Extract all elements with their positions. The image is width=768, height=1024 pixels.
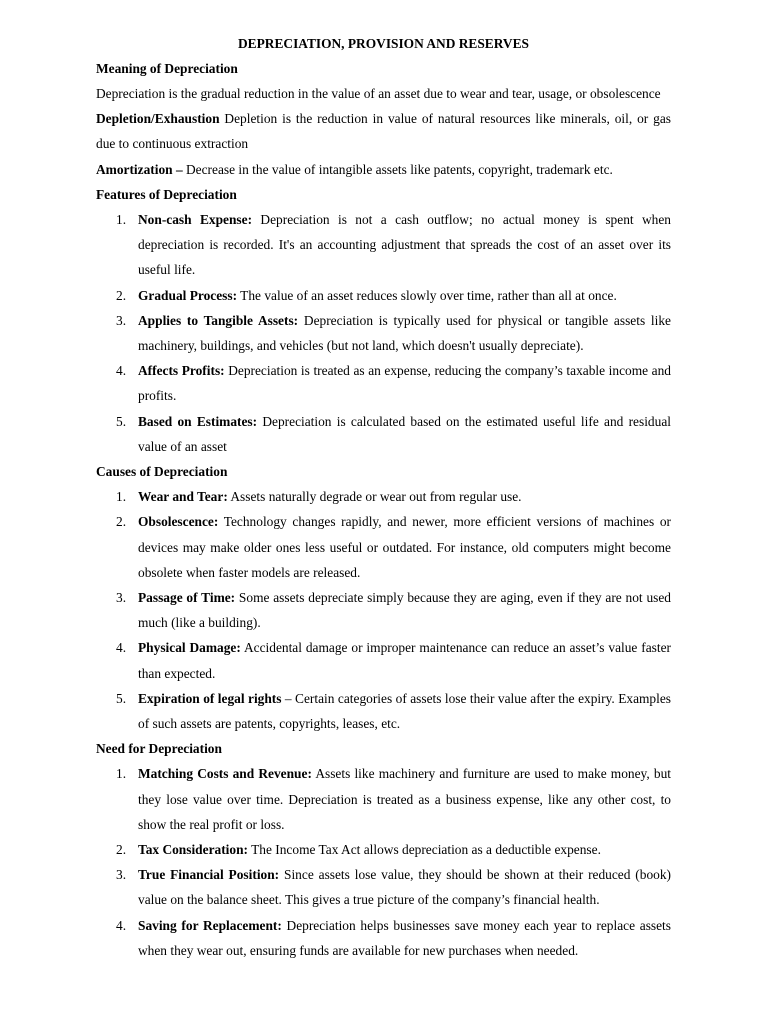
features-list — [96, 207, 671, 459]
item-term: Matching Costs and Revenue: — [138, 766, 312, 782]
item-term: Applies to Tangible Assets: — [138, 312, 299, 328]
item-text: The value of an asset reduces slowly over time, rather than all at once. — [237, 287, 617, 303]
item-text: Assets like machinery and furniture are used to make money, but they lose value over time. Depreciation is treated as a business expense, like any other cost, to show the real profit or loss. — [138, 766, 671, 832]
causes-heading: Causes of Depreciation — [96, 463, 228, 479]
item-text: Depreciation is treated as an expense, reducing the company’s taxable income and profits. — [138, 363, 672, 404]
meaning-heading: Meaning of Depreciation — [96, 60, 238, 76]
list-item — [96, 484, 671, 509]
list-item — [96, 862, 671, 912]
item-text: Depreciation is calculated based on the estimated useful life and residual value of an asset — [138, 413, 671, 454]
list-item — [96, 686, 671, 736]
item-term: Saving for Replacement: — [138, 917, 282, 933]
item-text: Depreciation is typically used for physical or tangible assets like machinery, buildings, and vehicles (but not land, which doesn't usually depreciate). — [138, 312, 671, 353]
list-item — [96, 207, 671, 283]
item-term: Gradual Process: — [138, 287, 238, 303]
list-item — [96, 837, 671, 862]
list-item — [96, 761, 671, 837]
list-number: 2. — [116, 842, 127, 857]
item-term: Physical Damage: — [138, 640, 241, 656]
amortization-term: Amortization – — [96, 161, 183, 177]
item-term: Non-cash Expense: — [138, 211, 253, 227]
item-term: Tax Consideration: — [138, 842, 248, 857]
list-item — [96, 509, 671, 585]
list-item — [96, 585, 671, 635]
item-text: Assets naturally degrade or wear out from regular use. — [227, 489, 522, 505]
list-number: 1. — [116, 766, 127, 782]
list-number: 3. — [116, 867, 127, 883]
depletion-term: Depletion/Exhaustion — [96, 111, 220, 127]
item-text: Some assets depreciate simply because they are aging, even if they are not used much (like a building). — [138, 589, 671, 631]
meaning-paragraph: Depreciation is the gradual reduction in the value of an asset due to wear and tear, usage, or obsolescence — [96, 85, 661, 101]
item-term: Obsolescence: — [138, 514, 219, 530]
list-number: 4. — [116, 363, 127, 379]
item-term: Expiration of legal rights — [138, 690, 282, 706]
item-term: Based on Estimates: — [138, 413, 258, 429]
list-number: 3. — [116, 312, 127, 328]
page-title: DEPRECIATION, PROVISION AND RESERVES — [238, 35, 529, 51]
list-number: 3. — [116, 589, 127, 605]
list-number: 4. — [116, 640, 127, 656]
item-text: The Income Tax Act allows depreciation as a deductible expense. — [248, 842, 601, 857]
need-heading: Need for Depreciation — [96, 741, 222, 757]
amortization-text: Decrease in the value of intangible assets like patents, copyright, trademark etc. — [182, 161, 613, 177]
item-text: Depreciation helps businesses save money each year to replace assets when they wear out, ensuring funds are available for new purchases when needed. — [138, 917, 671, 958]
list-number: 5. — [116, 690, 127, 706]
list-number: 1. — [116, 211, 127, 227]
causes-list — [96, 484, 671, 736]
item-term: True Financial Position: — [138, 867, 280, 883]
item-text: Depreciation is not a cash outflow; no actual money is spent when depreciation is recorded. It's an accounting adjustment that spreads the cost of an asset over its useful life. — [138, 211, 672, 278]
item-term: Wear and Tear: — [138, 489, 228, 505]
amortization-paragraph — [96, 157, 671, 182]
list-number: 1. — [116, 489, 127, 505]
item-text: Since assets lose value, they should be shown at their reduced (book) value on the balance sheet. This gives a true picture of the company’s financial health. — [138, 867, 672, 908]
item-term: Affects Profits: — [138, 363, 225, 379]
list-item — [96, 358, 671, 408]
list-item — [96, 409, 671, 459]
list-item — [96, 308, 671, 358]
need-list — [96, 761, 671, 963]
features-heading: Features of Depreciation — [96, 186, 237, 202]
depletion-text: Depletion is the reduction in value of natural resources like minerals, oil, or gas due to continuous extraction — [96, 111, 671, 152]
list-number: 4. — [116, 917, 127, 933]
list-item — [96, 913, 671, 963]
list-number: 2. — [116, 287, 127, 303]
list-item — [96, 635, 671, 685]
list-number: 5. — [116, 413, 127, 429]
list-number: 2. — [116, 514, 127, 530]
list-item — [96, 283, 671, 308]
item-term: Passage of Time: — [138, 589, 236, 605]
item-text: Accidental damage or improper maintenance can reduce an asset’s value faster than expected. — [138, 640, 671, 681]
item-text: – Certain categories of assets lose their value after the expiry. Examples of such assets are patents, copyrights, leases, etc. — [138, 690, 671, 731]
item-text: Technology changes rapidly, and newer, more efficient versions of machines or devices may make older ones less useful or outdated. For instance, old computers might become obsolete when faster models are released. — [138, 514, 671, 580]
depletion-paragraph — [96, 106, 671, 156]
